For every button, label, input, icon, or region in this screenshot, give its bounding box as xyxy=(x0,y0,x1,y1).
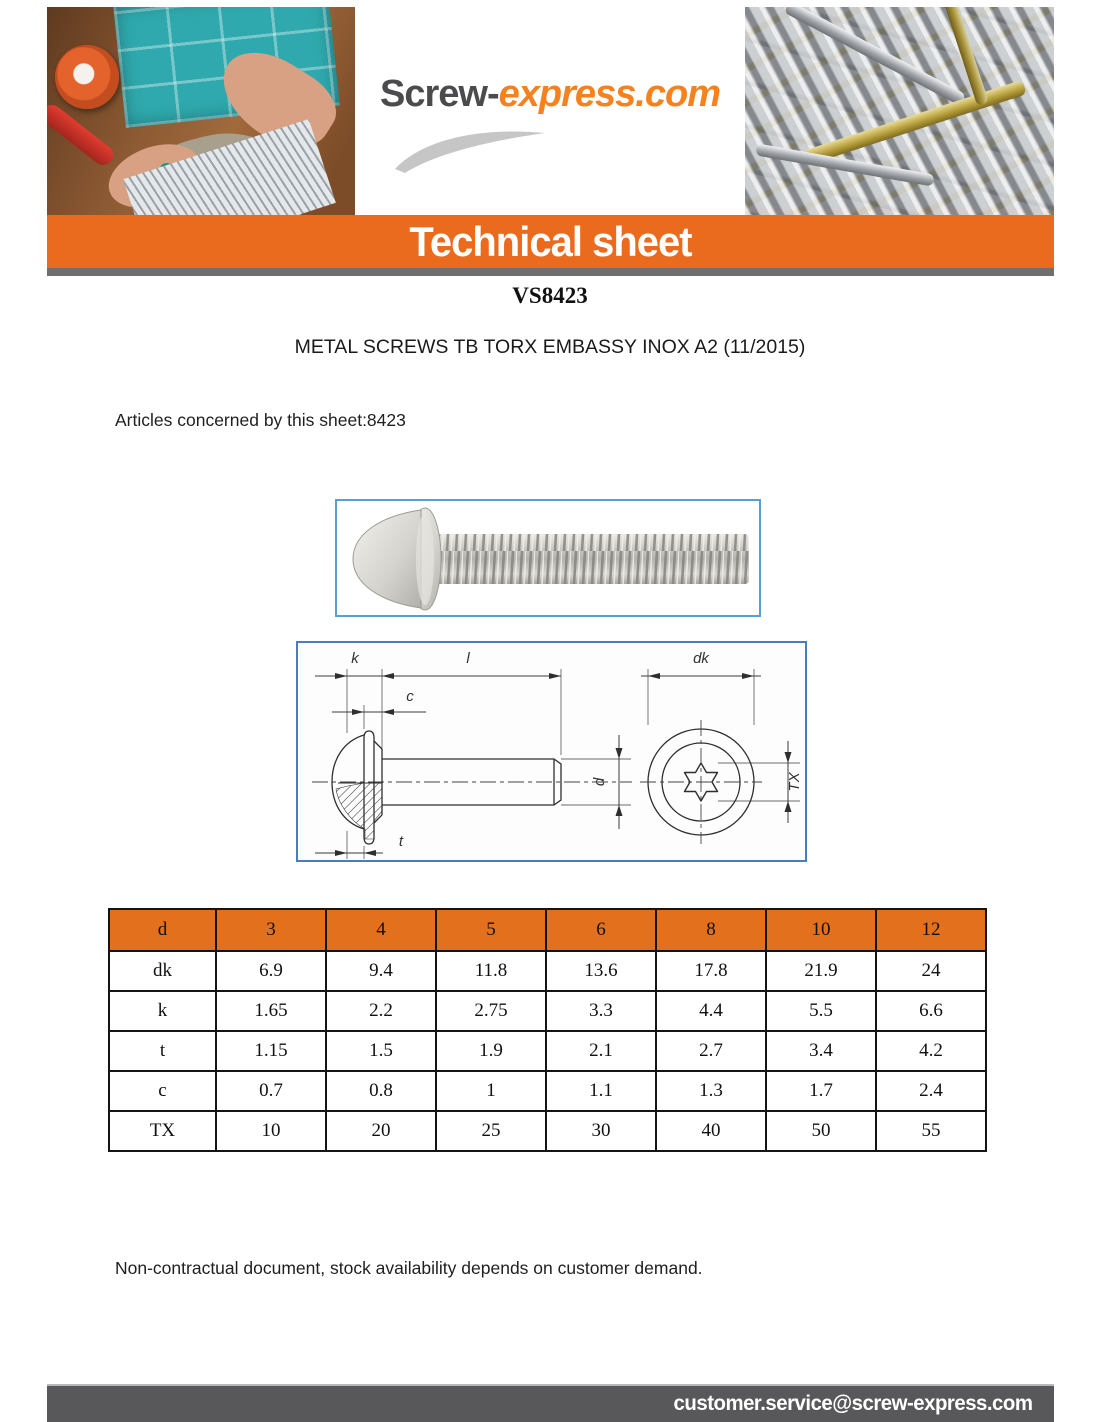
dim-label-t: t xyxy=(398,833,404,850)
logo-swoosh-graphic xyxy=(391,123,551,175)
dim-label-k: k xyxy=(351,650,359,667)
brand-logo xyxy=(355,73,745,116)
table-cell: 3.3 xyxy=(546,991,656,1031)
table-cell: 2.4 xyxy=(876,1071,986,1111)
logo-area xyxy=(355,7,745,215)
dimensions-table xyxy=(108,908,987,1152)
table-cell: 0.8 xyxy=(326,1071,436,1111)
table-cell: 13.6 xyxy=(546,951,656,991)
dim-label-d: d xyxy=(591,777,608,787)
dim-label-dk: dk xyxy=(693,650,709,667)
table-row-label: dk xyxy=(109,951,216,991)
table-cell: 1.15 xyxy=(216,1031,326,1071)
table-cell: 2.2 xyxy=(326,991,436,1031)
table-row xyxy=(109,1071,986,1111)
technical-drawing-box xyxy=(296,641,807,862)
table-cell: 9.4 xyxy=(326,951,436,991)
table-header-cell: 3 xyxy=(216,909,326,951)
table-cell: 25 xyxy=(436,1111,546,1151)
header-photo-workbench xyxy=(47,7,355,215)
table-cell: 1.9 xyxy=(436,1031,546,1071)
screw-image xyxy=(784,7,967,106)
table-cell: 1.7 xyxy=(766,1071,876,1111)
dim-label-l: l xyxy=(466,650,470,667)
table-header-cell: 6 xyxy=(546,909,656,951)
banner-title: Technical sheet xyxy=(409,217,692,265)
table-cell: 17.8 xyxy=(656,951,766,991)
table-cell: 20 xyxy=(326,1111,436,1151)
table-row xyxy=(109,991,986,1031)
table-cell: 6.6 xyxy=(876,991,986,1031)
table-cell: 2.75 xyxy=(436,991,546,1031)
customer-service-email[interactable]: customer.service@screw-express.com xyxy=(673,1392,1033,1415)
table-cell: 1 xyxy=(436,1071,546,1111)
dim-label-c: c xyxy=(406,688,414,705)
table-cell: 1.5 xyxy=(326,1031,436,1071)
footer-bar xyxy=(47,1384,1054,1422)
technical-sheet-banner xyxy=(47,215,1054,268)
table-cell: 10 xyxy=(216,1111,326,1151)
dim-label-tx: TX xyxy=(786,772,803,792)
table-cell: 1.65 xyxy=(216,991,326,1031)
table-cell: 1.3 xyxy=(656,1071,766,1111)
document-code: VS8423 xyxy=(512,283,588,308)
table-row xyxy=(109,951,986,991)
table-row-label: t xyxy=(109,1031,216,1071)
table-header-cell: 10 xyxy=(766,909,876,951)
technical-drawing xyxy=(298,643,805,860)
table-cell: 0.7 xyxy=(216,1071,326,1111)
table-header-row xyxy=(109,909,986,951)
table-row xyxy=(109,1031,986,1071)
table-cell: 30 xyxy=(546,1111,656,1151)
table-cell: 1.1 xyxy=(546,1071,656,1111)
table-cell: 55 xyxy=(876,1111,986,1151)
table-cell: 2.1 xyxy=(546,1031,656,1071)
table-row-label: k xyxy=(109,991,216,1031)
table-cell: 5.5 xyxy=(766,991,876,1031)
table-cell: 11.8 xyxy=(436,951,546,991)
table-row-label: TX xyxy=(109,1111,216,1151)
product-title: METAL SCREWS TB TORX EMBASSY INOX A2 (11/2015) xyxy=(294,336,806,358)
table-header-cell: 5 xyxy=(436,909,546,951)
table-cell: 4.4 xyxy=(656,991,766,1031)
table-cell: 21.9 xyxy=(766,951,876,991)
logo-text-gray: Screw- xyxy=(380,73,499,115)
table-header-cell: d xyxy=(109,909,216,951)
screw-photo-image xyxy=(337,501,759,615)
table-cell: 2.7 xyxy=(656,1031,766,1071)
table-cell: 4.2 xyxy=(876,1031,986,1071)
header-photo-screws xyxy=(745,7,1054,215)
table-row-label: c xyxy=(109,1071,216,1111)
non-contractual-note: Non-contractual document, stock availability depends on customer demand. xyxy=(115,1258,703,1278)
screw-image xyxy=(803,80,1026,165)
table-row xyxy=(109,1111,986,1151)
banner-divider xyxy=(47,268,1054,276)
table-header-cell: 12 xyxy=(876,909,986,951)
logo-text-orange: express.com xyxy=(498,73,720,115)
table-cell: 40 xyxy=(656,1111,766,1151)
table-header-cell: 8 xyxy=(656,909,766,951)
screwdriver-image xyxy=(47,101,117,169)
articles-concerned-line: Articles concerned by this sheet:8423 xyxy=(115,410,406,430)
table-header-cell: 4 xyxy=(326,909,436,951)
tape-measure-image xyxy=(55,45,119,109)
table-cell: 24 xyxy=(876,951,986,991)
product-photo-box xyxy=(335,499,761,617)
table-cell: 3.4 xyxy=(766,1031,876,1071)
table-cell: 50 xyxy=(766,1111,876,1151)
table-cell: 6.9 xyxy=(216,951,326,991)
